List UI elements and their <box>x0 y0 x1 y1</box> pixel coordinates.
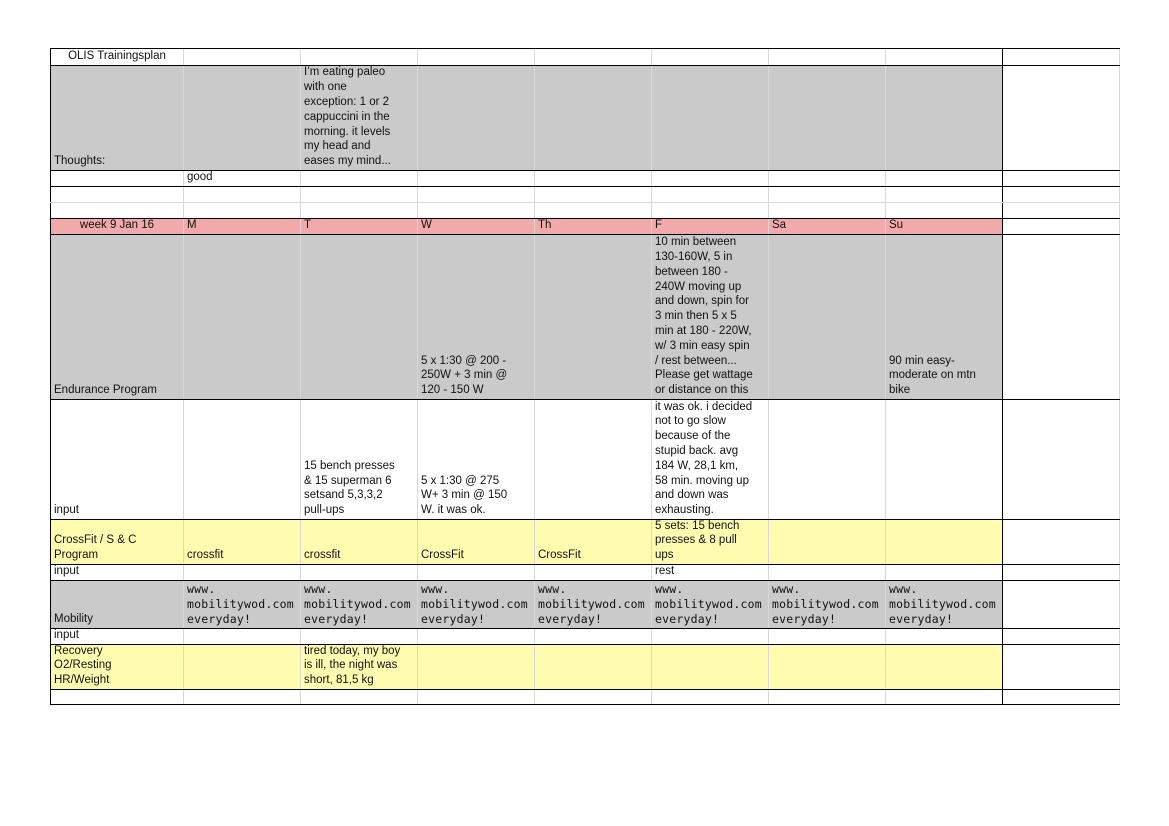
day-header-sun[interactable]: Su <box>886 219 1003 234</box>
cell[interactable] <box>652 629 769 644</box>
mobility-row <box>50 580 1120 628</box>
mobility-mon[interactable]: www. mobilitywod.com everyday! <box>184 581 301 628</box>
cell[interactable] <box>535 203 652 218</box>
cell[interactable] <box>652 171 769 186</box>
recovery-fri[interactable] <box>652 645 769 689</box>
cell[interactable] <box>50 203 184 218</box>
cell[interactable] <box>769 203 886 218</box>
endurance-input-label[interactable]: input <box>50 400 184 519</box>
cell[interactable] <box>50 187 184 202</box>
cell[interactable] <box>886 629 1003 644</box>
day-header-tue[interactable]: T <box>301 219 418 234</box>
week-label[interactable]: week 9 Jan 16 <box>50 219 184 234</box>
recovery-mon[interactable] <box>184 645 301 689</box>
cell[interactable] <box>1003 219 1120 234</box>
mobility-input-row <box>50 628 1120 644</box>
endurance-input-sat[interactable] <box>769 400 886 519</box>
endurance-input-mon[interactable] <box>184 400 301 519</box>
cell[interactable] <box>1003 581 1120 628</box>
cell[interactable] <box>184 629 301 644</box>
mood-label[interactable] <box>50 171 184 186</box>
cell[interactable] <box>886 565 1003 580</box>
endurance-input-wed[interactable]: 5 x 1:30 @ 275 W+ 3 min @ 150 W. it was ok. <box>418 400 535 519</box>
day-header-thu[interactable]: Th <box>535 219 652 234</box>
cell[interactable] <box>184 49 301 65</box>
crossfit-tue[interactable]: crossfit <box>301 520 418 564</box>
crossfit-sun[interactable] <box>886 520 1003 564</box>
mood-mon[interactable]: good <box>184 171 301 186</box>
thoughts-thu[interactable] <box>535 66 652 170</box>
cell[interactable] <box>769 629 886 644</box>
endurance-label[interactable]: Endurance Program <box>50 235 184 399</box>
cell[interactable] <box>535 565 652 580</box>
crossfit-wed[interactable]: CrossFit <box>418 520 535 564</box>
cell[interactable] <box>886 49 1003 65</box>
thoughts-row <box>50 65 1120 170</box>
crossfit-sat[interactable] <box>769 520 886 564</box>
cell[interactable] <box>418 49 535 65</box>
cell[interactable] <box>1003 187 1120 202</box>
cell[interactable] <box>184 203 301 218</box>
cell[interactable] <box>418 629 535 644</box>
cell[interactable] <box>301 171 418 186</box>
thoughts-tue[interactable]: I’m eating paleo with one exception: 1 or 2 cappuccini in the morning. it levels my head and eases my mind... <box>301 66 418 170</box>
cell[interactable] <box>535 629 652 644</box>
crossfit-row <box>50 519 1120 564</box>
cell[interactable] <box>769 49 886 65</box>
cell[interactable] <box>769 171 886 186</box>
cell[interactable] <box>652 203 769 218</box>
cell[interactable] <box>886 690 1003 704</box>
blank-row <box>50 689 1120 705</box>
thoughts-fri[interactable] <box>652 66 769 170</box>
mobility-sun[interactable]: www. mobilitywod.com everyday! <box>886 581 1003 628</box>
thoughts-wed[interactable] <box>418 66 535 170</box>
cell[interactable] <box>535 49 652 65</box>
crossfit-input-row <box>50 564 1120 580</box>
cell[interactable] <box>301 49 418 65</box>
cell[interactable] <box>1003 520 1120 564</box>
cell[interactable] <box>301 629 418 644</box>
thoughts-label[interactable]: Thoughts: <box>50 66 184 170</box>
cell[interactable] <box>184 187 301 202</box>
cell[interactable] <box>1003 171 1120 186</box>
cell[interactable] <box>652 690 769 704</box>
cell[interactable] <box>301 565 418 580</box>
crossfit-input-fri[interactable]: rest <box>652 565 769 580</box>
cell[interactable] <box>418 171 535 186</box>
day-header-mon[interactable]: M <box>184 219 301 234</box>
recovery-thu[interactable] <box>535 645 652 689</box>
mobility-tue[interactable]: www. mobilitywod.com everyday! <box>301 581 418 628</box>
training-plan-sheet <box>50 48 1120 705</box>
crossfit-label[interactable]: CrossFit / S & C Program <box>50 520 184 564</box>
cell[interactable] <box>652 187 769 202</box>
cell[interactable] <box>301 187 418 202</box>
endurance-sun[interactable]: 90 min easy- moderate on mtn bike <box>886 235 1003 399</box>
cell[interactable] <box>418 203 535 218</box>
cell[interactable] <box>886 203 1003 218</box>
day-header-fri[interactable]: F <box>652 219 769 234</box>
recovery-label[interactable]: Recovery O2/Resting HR/Weight <box>50 645 184 689</box>
mood-row <box>50 170 1120 186</box>
endurance-input-row <box>50 399 1120 519</box>
recovery-tue[interactable]: tired today, my boy is ill, the night was short, 81,5 kg <box>301 645 418 689</box>
title-row <box>50 48 1120 65</box>
cell[interactable] <box>418 565 535 580</box>
mobility-input-label[interactable]: input <box>50 629 184 644</box>
endurance-input-sun[interactable] <box>886 400 1003 519</box>
endurance-fri[interactable]: 10 min between 130-160W, 5 in between 180 - 240W moving up and down, spin for 3 min then 5 x 5 min at 180 - 220W, w/ 3 min easy spin / rest between... Please get wattage or distance on this <box>652 235 769 399</box>
cell[interactable] <box>184 690 301 704</box>
cell[interactable] <box>535 690 652 704</box>
cell[interactable] <box>535 171 652 186</box>
cell[interactable] <box>769 565 886 580</box>
cell[interactable] <box>301 203 418 218</box>
cell[interactable] <box>184 565 301 580</box>
mobility-fri[interactable]: www. mobilitywod.com everyday! <box>652 581 769 628</box>
cell[interactable] <box>1003 565 1120 580</box>
cell[interactable] <box>1003 400 1120 519</box>
mobility-thu[interactable]: www. mobilitywod.com everyday! <box>535 581 652 628</box>
endurance-input-tue[interactable]: 15 bench presses & 15 superman 6 setsand 5,3,3,2 pull-ups <box>301 400 418 519</box>
endurance-sat[interactable] <box>769 235 886 399</box>
blank-row <box>50 186 1120 202</box>
cell[interactable] <box>1003 645 1120 689</box>
endurance-mon[interactable] <box>184 235 301 399</box>
cell[interactable] <box>652 49 769 65</box>
mobility-label[interactable]: Mobility <box>50 581 184 628</box>
cell[interactable] <box>1003 690 1120 704</box>
cell[interactable] <box>886 171 1003 186</box>
recovery-sun[interactable] <box>886 645 1003 689</box>
thoughts-sat[interactable] <box>769 66 886 170</box>
cell[interactable] <box>1003 66 1120 170</box>
crossfit-mon[interactable]: crossfit <box>184 520 301 564</box>
crossfit-fri[interactable]: 5 sets: 15 bench presses & 8 pull ups <box>652 520 769 564</box>
endurance-row <box>50 234 1120 399</box>
endurance-tue[interactable] <box>301 235 418 399</box>
crossfit-thu[interactable]: CrossFit <box>535 520 652 564</box>
mobility-wed[interactable]: www. mobilitywod.com everyday! <box>418 581 535 628</box>
cell[interactable] <box>886 187 1003 202</box>
cell[interactable] <box>301 690 418 704</box>
crossfit-input-label[interactable]: input <box>50 565 184 580</box>
cell[interactable] <box>1003 49 1120 65</box>
endurance-input-fri[interactable]: it was ok. i decided not to go slow because of the stupid back. avg 184 W, 28,1 km, 58 min. moving up and down was exhausting. <box>652 400 769 519</box>
cell[interactable] <box>1003 235 1120 399</box>
day-header-sat[interactable]: Sa <box>769 219 886 234</box>
recovery-wed[interactable] <box>418 645 535 689</box>
cell[interactable] <box>418 690 535 704</box>
thoughts-sun[interactable] <box>886 66 1003 170</box>
mobility-sat[interactable]: www. mobilitywod.com everyday! <box>769 581 886 628</box>
sheet-title[interactable]: OLIS Trainingsplan <box>50 49 184 65</box>
recovery-row <box>50 644 1120 689</box>
week-header-row <box>50 218 1120 234</box>
cell[interactable] <box>1003 203 1120 218</box>
endurance-input-thu[interactable] <box>535 400 652 519</box>
cell[interactable] <box>418 187 535 202</box>
blank-row <box>50 202 1120 218</box>
cell[interactable] <box>769 690 886 704</box>
cell[interactable] <box>1003 629 1120 644</box>
day-header-wed[interactable]: W <box>418 219 535 234</box>
cell[interactable] <box>769 187 886 202</box>
endurance-wed[interactable]: 5 x 1:30 @ 200 - 250W + 3 min @ 120 - 150 W <box>418 235 535 399</box>
endurance-thu[interactable] <box>535 235 652 399</box>
recovery-sat[interactable] <box>769 645 886 689</box>
cell[interactable] <box>535 187 652 202</box>
thoughts-mon[interactable] <box>184 66 301 170</box>
cell[interactable] <box>50 690 184 704</box>
